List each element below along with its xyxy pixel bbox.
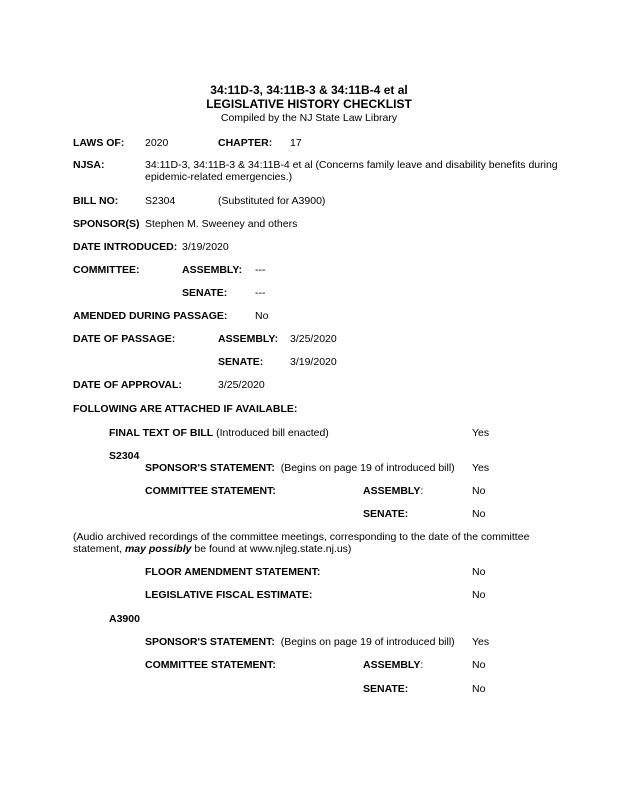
amended-label: AMENDED DURING PASSAGE: <box>73 310 228 322</box>
njsa-label: NJSA: <box>73 159 105 171</box>
laws-of-label: LAWS OF: <box>73 137 125 149</box>
committee-senate-label: SENATE: <box>182 287 228 299</box>
passage-assembly-value: 3/25/2020 <box>290 333 337 345</box>
date-of-approval-label: DATE OF APPROVAL: <box>73 379 182 391</box>
committee-label: COMMITTEE: <box>73 264 140 276</box>
floor-amendment-value: No <box>472 566 486 578</box>
passage-senate-label: SENATE: <box>218 356 264 368</box>
audio-note-pre: statement, <box>73 543 125 555</box>
a3900-sponsor-statement-label: SPONSOR'S STATEMENT: <box>145 636 275 648</box>
a3900-sponsor-statement-value: Yes <box>472 636 490 648</box>
date-introduced-value: 3/19/2020 <box>182 241 229 253</box>
bill-no-label: BILL NO: <box>73 195 119 207</box>
a3900-senate-value: No <box>472 683 486 695</box>
committee-assembly-label: ASSEMBLY: <box>182 264 243 276</box>
s2304-assembly-row <box>363 485 423 498</box>
audio-note-line-2 <box>73 543 351 556</box>
a3900-sponsor-statement-row <box>145 636 455 649</box>
s2304-sponsor-statement-row <box>145 462 455 475</box>
a3900-senate-label: SENATE: <box>363 683 409 695</box>
s2304-senate-value: No <box>472 508 486 520</box>
fiscal-estimate-label: LEGISLATIVE FISCAL ESTIMATE: <box>145 589 313 601</box>
s2304-sponsor-statement-label: SPONSOR'S STATEMENT: <box>145 462 275 474</box>
attached-heading: FOLLOWING ARE ATTACHED IF AVAILABLE: <box>73 403 298 415</box>
audio-note-line-1: (Audio archived recordings of the committee meetings, corresponding to the date of the committee <box>73 531 530 543</box>
s2304-assembly-label: ASSEMBLY <box>363 485 421 497</box>
chapter-value: 17 <box>290 137 302 149</box>
date-introduced-label: DATE INTRODUCED: <box>73 241 178 253</box>
bill-no-note: (Substituted for A3900) <box>218 195 326 207</box>
amended-value: No <box>255 310 269 322</box>
s2304-sponsor-statement-value: Yes <box>472 462 490 474</box>
a3900-assembly-row <box>363 659 423 672</box>
a3900-assembly-label: ASSEMBLY <box>363 659 421 671</box>
floor-amendment-label: FLOOR AMENDMENT STATEMENT: <box>145 566 321 578</box>
chapter-label: CHAPTER: <box>218 137 273 149</box>
committee-senate-value: --- <box>255 287 266 299</box>
s2304-assembly-colon: : <box>420 485 424 497</box>
a3900-committee-statement-label: COMMITTEE STATEMENT: <box>145 659 276 671</box>
njsa-line-1: 34:11D-3, 34:11B-3 & 34:11B-4 et al (Concerns family leave and disability benefits during <box>145 159 558 171</box>
laws-of-value: 2020 <box>145 137 169 149</box>
page-subtitle: Compiled by the NJ State Law Library <box>220 112 398 124</box>
date-of-passage-label: DATE OF PASSAGE: <box>73 333 176 345</box>
sponsor-value: Stephen M. Sweeney and others <box>145 218 298 230</box>
committee-assembly-value: --- <box>255 264 266 276</box>
sponsor-label: SPONSOR(S) <box>73 218 140 230</box>
page-title: LEGISLATIVE HISTORY CHECKLIST <box>206 97 412 111</box>
s2304-sponsor-statement-note: (Begins on page 19 of introduced bill) <box>280 462 455 474</box>
final-text-value: Yes <box>472 427 490 439</box>
passage-assembly-label: ASSEMBLY: <box>218 333 279 345</box>
a3900-assembly-colon: : <box>420 659 424 671</box>
a3900-sponsor-statement-note: (Begins on page 19 of introduced bill) <box>280 636 455 648</box>
statutes-heading: 34:11D-3, 34:11B-3 & 34:11B-4 et al <box>210 83 408 97</box>
passage-senate-value: 3/19/2020 <box>290 356 337 368</box>
bill-no-value: S2304 <box>145 195 176 207</box>
s2304-committee-statement-label: COMMITTEE STATEMENT: <box>145 485 276 497</box>
a3900-label: A3900 <box>109 613 140 625</box>
final-text-label: FINAL TEXT OF BILL <box>109 427 214 439</box>
s2304-label: S2304 <box>109 450 140 462</box>
audio-note-emphasis: may possibly <box>124 543 192 555</box>
final-text-note: (Introduced bill enacted) <box>216 427 329 439</box>
fiscal-estimate-value: No <box>472 589 486 601</box>
a3900-assembly-value: No <box>472 659 486 671</box>
s2304-assembly-value: No <box>472 485 486 497</box>
njsa-line-2: epidemic-related emergencies.) <box>145 171 293 183</box>
final-text-row <box>109 427 329 440</box>
date-of-approval-value: 3/25/2020 <box>218 379 265 391</box>
s2304-senate-label: SENATE: <box>363 508 409 520</box>
audio-note-post: be found at www.njleg.state.nj.us) <box>191 543 352 555</box>
